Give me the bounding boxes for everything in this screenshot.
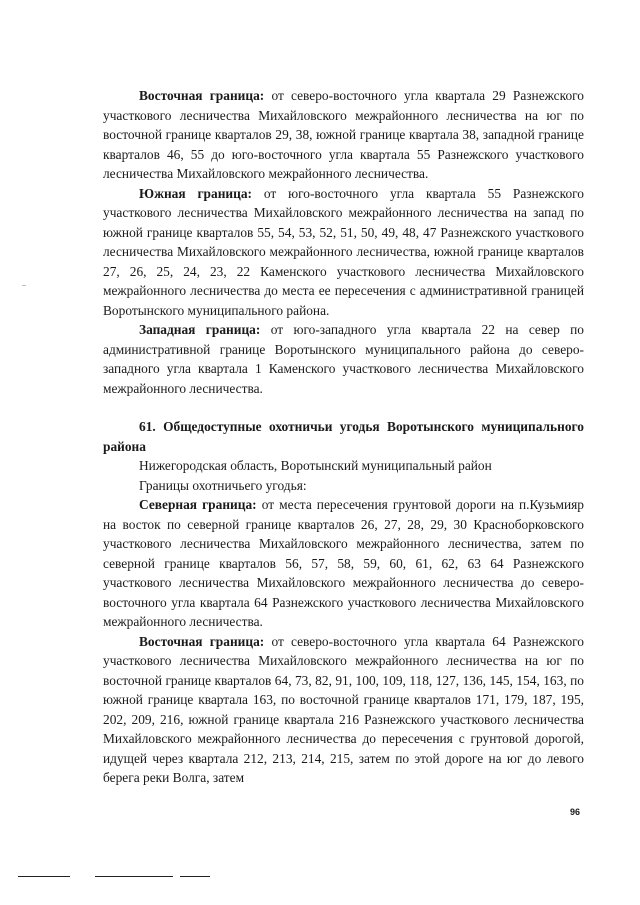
paragraph-east-boundary-2 [103,632,584,788]
region-line: Нижегородская область, Воротынский муниципальный район [139,458,492,473]
paragraph-text: от юго-восточного угла квартала 55 Разнежского участкового лесничества Михайловского межрайонного лесничества на запад по южной границе кварталов 55, 54, 53, 52, 51, 50, 49, 48, 47 Разнежского участкового лесничества Михайловского межрайонного лесничества, южной границе кварталов 27, 26, 25, 24, 23, 22 Каменского участкового лесничества Михайловского межрайонного лесничества до места ее пересечения с административной границей Воротынского муниципального района. [103,185,584,318]
boundaries-title: Границы охотничьего угодья: [139,477,307,493]
footer-rule [95,876,173,877]
footer-rule [180,876,210,877]
paragraph-label: Восточная граница: [139,88,265,103]
footer-rule [18,876,70,877]
main-text [103,86,584,788]
scan-artifact [22,285,26,286]
paragraph-south-boundary-1 [103,184,584,321]
paragraph-north-boundary [103,495,584,632]
paragraph-label: Южная граница: [139,185,252,201]
paragraph-west-boundary-1 [103,320,584,398]
paragraph-text: от северо-восточного угла квартала 29 Разнежского участкового лесничества Михайловского межрайонного лесничества на юг по восточной границе кварталов 29, 38, южной границе квартала 38, западной границе кварталов 46, 55 до юго-восточного угла квартала 55 Разнежского участкового лесничества Михайловского межрайонного лесничества. [103,88,584,181]
paragraph-text: от юго-западного угла квартала 22 на север по административной границе Воротынского муниципального района до северо-западного угла квартала 1 Каменского участкового лесничества Михайловского межрайонного лесничества. [103,322,584,396]
paragraph-label: Восточная граница: [139,633,265,649]
section-heading: 61. Общедоступные охотничьи угодья Воротынского муниципального района [103,419,584,454]
paragraph-label: Северная граница: [139,497,257,512]
paragraph-text: от северо-восточного угла квартала 64 Разнежского участкового лесничества Михайловского межрайонного лесничества на юг по восточной границе кварталов 64, 73, 82, 91, 100, 109, 118, 127, 136, 145, 154, 163, по южной границе квартала 163, по восточной границе кварталов 171, 179, 187, 195, 202, 209, 216, южной границе квартала 216 Разнежского участкового лесничества Михайловского межрайонного лесничества до пересечения с грунтовой дорогой, идущей через квартала 212, 213, 214, 215, затем по этой дороге на юг до левого берега реки Волга, затем [103,633,584,785]
paragraph-text: от места пересечения грунтовой дороги на п.Кузьмияр на восток по северной границе кварталов 26, 27, 28, 29, 30 Красноборковского участкового лесничества Михайловского межрайонного лесничества, затем по северной границе кварталов 56, 57, 58, 59, 60, 61, 62, 63 64 Разнежского участкового лесничества Михайловского межрайонного лесничества до северо-восточного угла квартала 64 Разнежского участкового лесничества Михайловского межрайонного лесничества. [103,497,584,629]
paragraph-label: Западная граница: [139,322,261,337]
page-number: 96 [569,807,580,817]
paragraph-east-boundary-1 [103,86,584,184]
paragraph-gap [103,398,584,417]
